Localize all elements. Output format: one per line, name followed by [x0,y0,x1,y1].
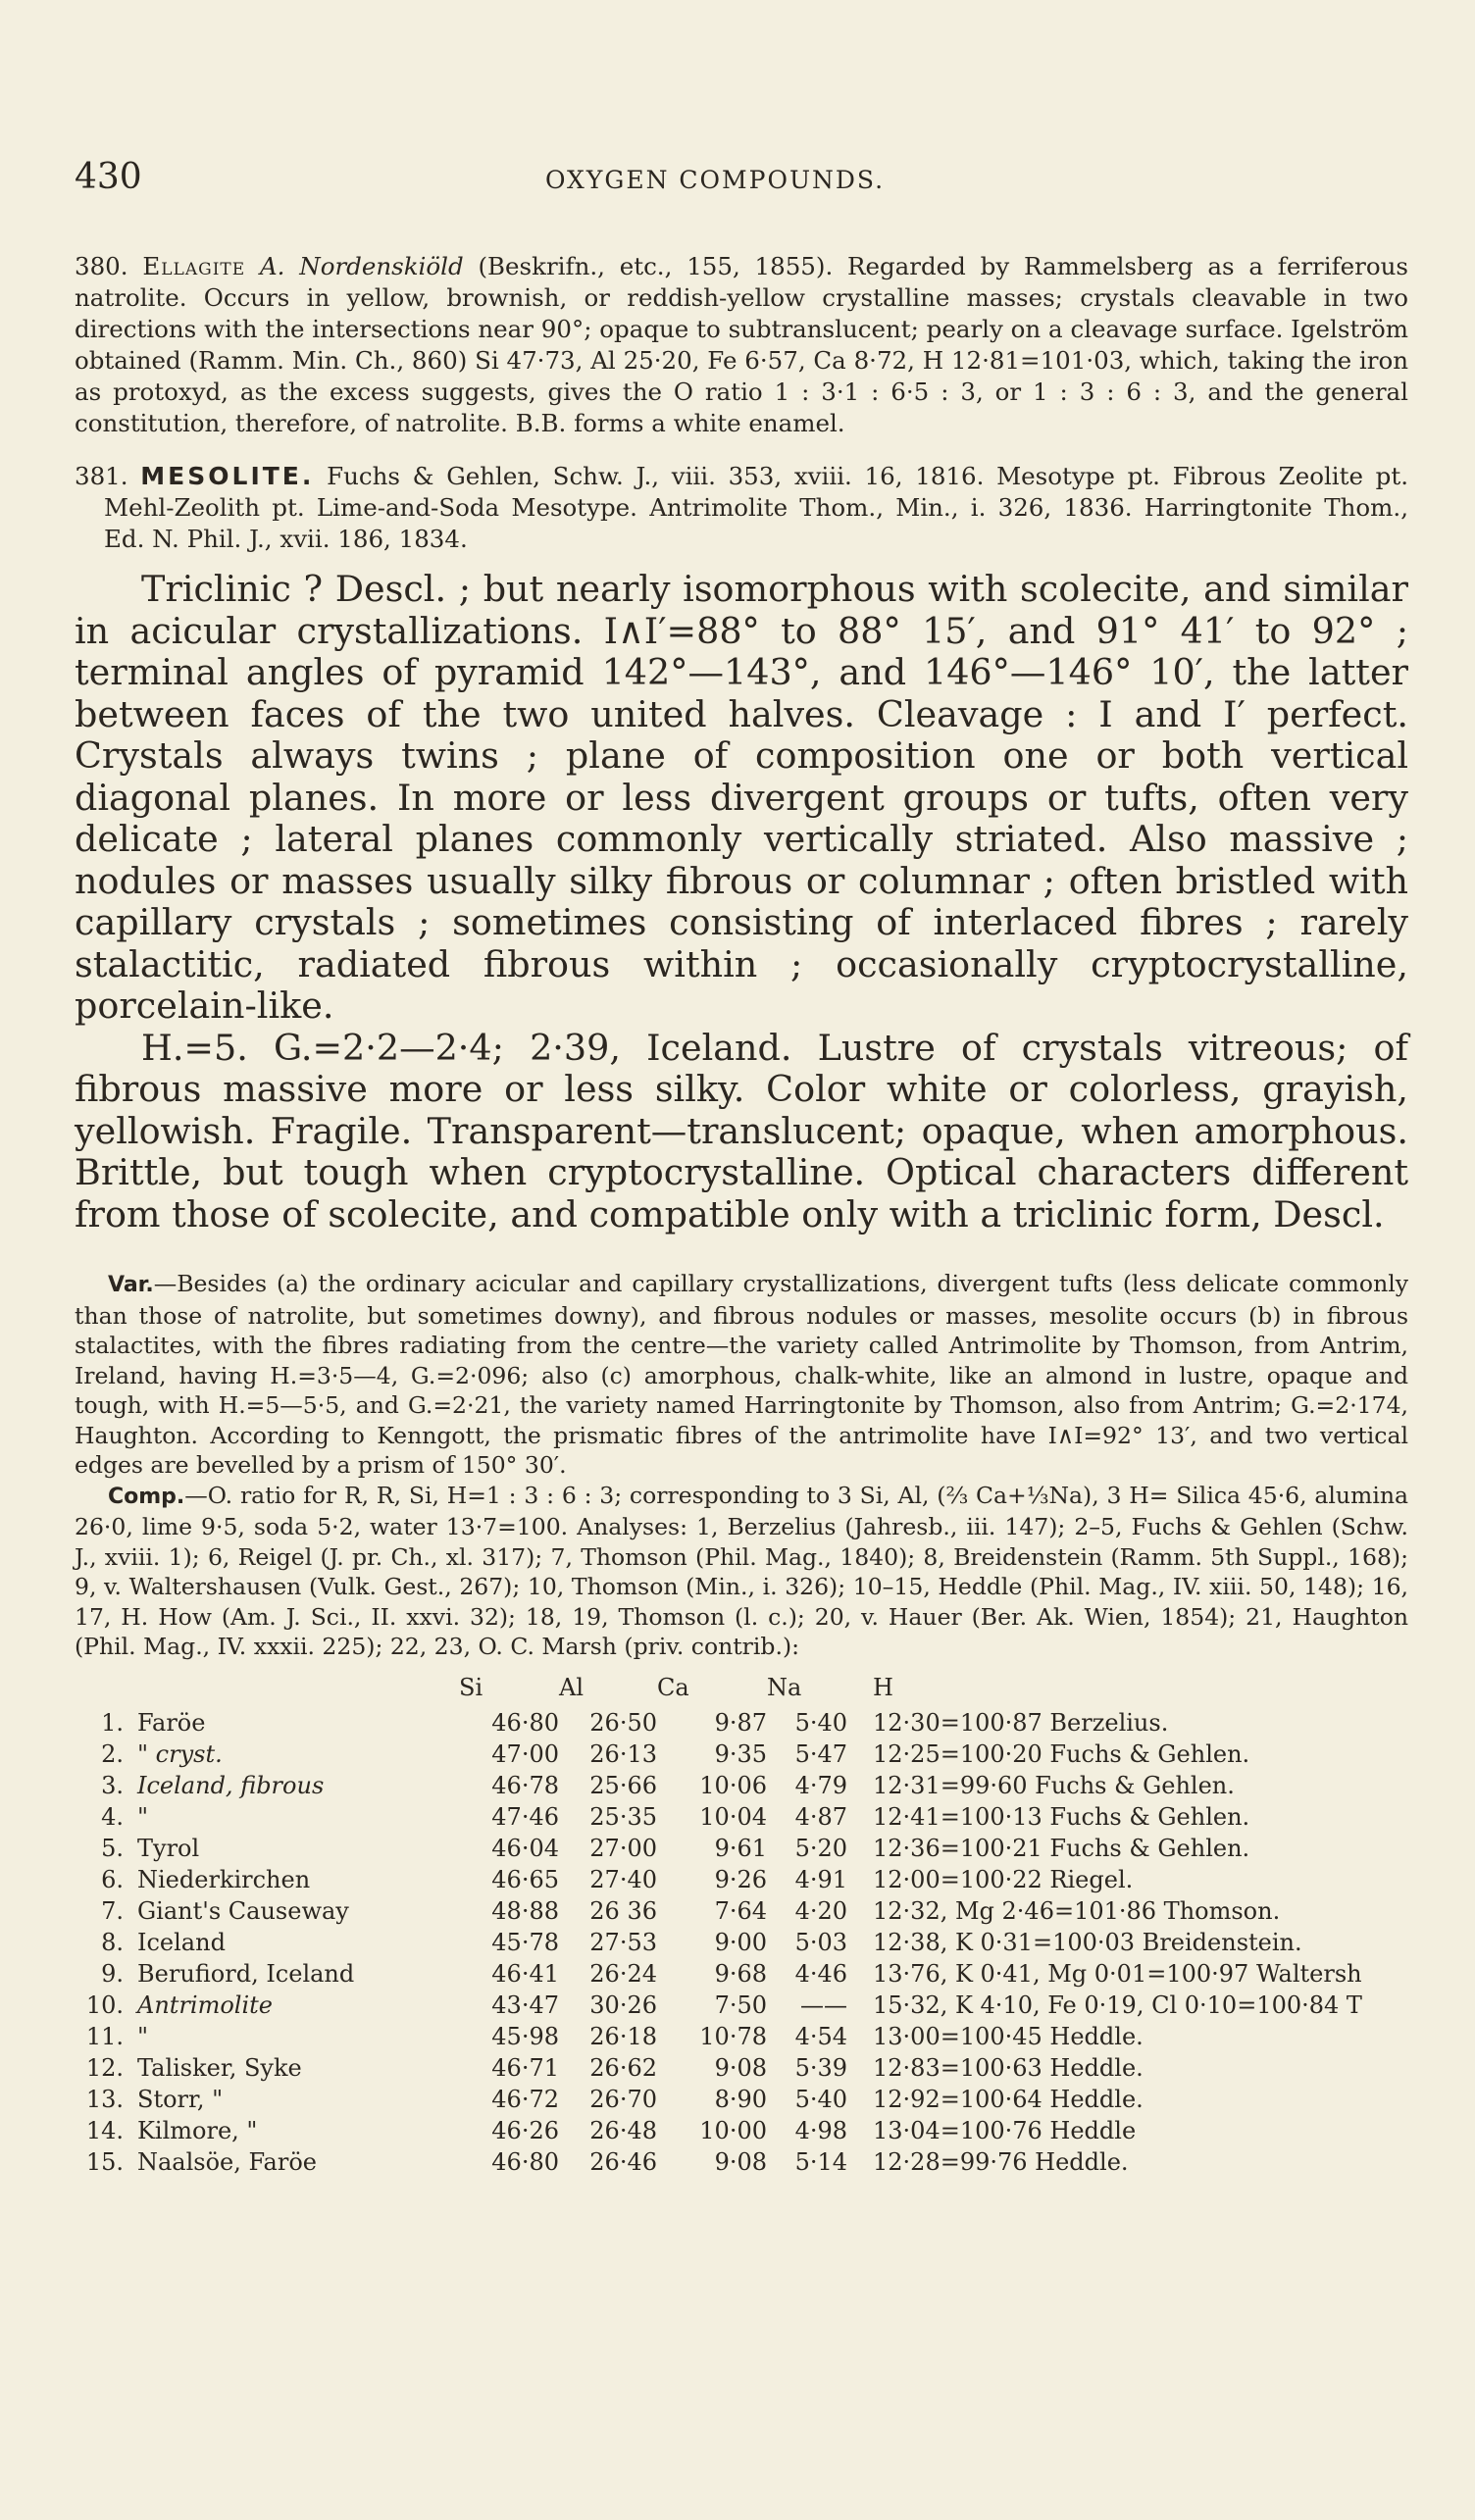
row-h-and-total: 12·92=100·64 Heddle. [873,2085,1144,2113]
row-number: 14. [85,2116,124,2144]
row-ca: 9·26 [714,1865,767,1893]
row-locality: Berufiord, Iceland [137,1959,355,1988]
table-row [75,1958,1362,1990]
row-ca: 8·90 [714,2085,767,2113]
row-h-and-total: 13·76, K 0·41, Mg 0·01=100·97 Waltersh [873,1959,1362,1988]
mesolite-properties: H.=5. G.=2·2—2·4; 2·39, Iceland. Lustre of crystals vitreous; of fibrous massive more or less silky. Color white or colorless, grayish, yellowish. Fragile. Transparent—translucent; opaque, when amorphous. Brittle, but tough when cryptocrystalline. Optical characters different from those of scolecite, and compatible only with a triclinic form, Descl. [75,1026,1408,1235]
row-ca: 9·00 [714,1928,767,1956]
row-na: 4·87 [794,1802,847,1831]
row-si: 45·98 [491,2022,559,2050]
analyses-body [75,1707,1362,2178]
row-locality: Antrimolite [137,1991,273,2019]
row-na: 5·20 [794,1834,847,1862]
row-h-and-total: 12·25=100·20 Fuchs & Gehlen. [873,1739,1250,1768]
row-ca: 7·50 [714,1991,767,2019]
row-number: 2. [101,1739,124,1768]
row-al: 26·24 [589,1959,657,1988]
row-al: 30·26 [589,1991,657,2019]
row-si: 46·04 [491,1834,559,1862]
row-na: 4·46 [794,1959,847,1988]
table-row [75,1990,1362,2021]
row-na: 4·98 [794,2116,847,2144]
row-ca: 9·87 [714,1708,767,1737]
ellagite-author: A. Nordenskiöld [259,252,464,280]
row-ca: 9·08 [714,2053,767,2082]
row-al: 27·00 [589,1834,657,1862]
row-na: 4·54 [794,2022,847,2050]
row-number: 9. [101,1959,124,1988]
mesolite-heading [75,461,1408,555]
row-number: 7. [101,1896,124,1925]
notes [75,1269,1408,1662]
table-row [75,1895,1362,1927]
row-si: 46·71 [491,2053,559,2082]
row-ca: 10·04 [699,1802,767,1831]
row-locality: Kilmore, " [137,2116,258,2144]
col-na: Na [767,1673,802,1701]
row-si: 46·26 [491,2116,559,2144]
row-number: 4. [101,1802,124,1831]
page-header [75,157,1408,216]
row-na: —— [800,1991,847,2019]
row-number: 12. [85,2053,124,2082]
row-ca: 9·61 [714,1834,767,1862]
row-h-and-total: 12·31=99·60 Fuchs & Gehlen. [873,1771,1235,1799]
row-ca: 9·08 [714,2147,767,2176]
row-si: 46·80 [491,1708,559,1737]
row-locality: Iceland, fibrous [137,1771,325,1799]
row-si: 47·00 [491,1739,559,1768]
row-number: 8. [101,1928,124,1956]
row-na: 5·47 [794,1739,847,1768]
table-row [75,2021,1362,2052]
table-row [75,1739,1362,1770]
row-number: 6. [101,1865,124,1893]
row-h-and-total: 12·41=100·13 Fuchs & Gehlen. [873,1802,1250,1831]
running-head: OXYGEN COMPOUNDS. [545,166,886,194]
var-text: —Besides (a) the ordinary acicular and capillary crystallizations, divergent tufts (less delicate commonly than those of natrolite, but sometimes downy), and fibrous nodules or masses, mesolite occurs (b) in fibrous stalactites, with the fibres radiating from the centre—the variety called Antrimolite by Thomson, from Antrim, Ireland, having H.=3·5—4, G.=2·096; also (c) amorphous, chalk-white, like an almond in lustre, opaque and tough, with H.=5—5·5, and G.=2·21, the variety named Harringtonite by Thomson, also from Antrim; G.=2·174, Haughton. According to Kenngott, the prismatic fibres of the antrimolite have I∧I=92° 13′, and two vertical edges are bevelled by a prism of 150° 30′. [75,1270,1408,1479]
row-si: 46·65 [491,1865,559,1893]
row-ca: 9·68 [714,1959,767,1988]
table-row [75,1770,1362,1801]
row-si: 46·41 [491,1959,559,1988]
table-row [75,2084,1362,2115]
row-number: 11. [85,2022,124,2050]
row-al: 26 36 [589,1896,657,1925]
page-number: 430 [75,157,142,197]
table-row [75,2115,1362,2146]
row-si: 46·80 [491,2147,559,2176]
row-na: 4·91 [794,1865,847,1893]
row-si: 45·78 [491,1928,559,1956]
row-locality: Niederkirchen [137,1865,311,1893]
table-row [75,1864,1362,1895]
row-number: 5. [101,1834,124,1862]
row-h-and-total: 12·32, Mg 2·46=101·86 Thomson. [873,1896,1281,1925]
var-label: Var. [108,1273,154,1297]
row-number: 3. [101,1771,124,1799]
row-al: 27·40 [589,1865,657,1893]
row-h-and-total: 13·04=100·76 Heddle [873,2116,1137,2144]
row-ca: 10·78 [699,2022,767,2050]
row-si: 48·88 [491,1896,559,1925]
row-locality: Iceland [137,1928,226,1956]
ellagite-number: 380. [75,252,128,280]
row-number: 1. [101,1708,124,1737]
row-al: 26·13 [589,1739,657,1768]
row-h-and-total: 13·00=100·45 Heddle. [873,2022,1144,2050]
row-na: 4·20 [794,1896,847,1925]
row-ca: 10·00 [699,2116,767,2144]
row-h-and-total: 12·83=100·63 Heddle. [873,2053,1144,2082]
row-si: 43·47 [491,1991,559,2019]
row-na: 5·40 [794,2085,847,2113]
row-si: 46·78 [491,1771,559,1799]
ellagite-name: Ellagite [142,252,246,280]
row-al: 25·35 [589,1802,657,1831]
row-al: 27·53 [589,1928,657,1956]
table-row [75,2052,1362,2084]
col-h: H [873,1673,893,1701]
comp-label: Comp. [108,1484,185,1509]
col-al: Al [559,1673,585,1701]
row-al: 26·50 [589,1708,657,1737]
ellagite-text: (Beskrifn., etc., 155, 1855). Regarded by Rammelsberg as a ferriferous natrolite. Occurs in yellow, brownish, or reddish-yellow crystalline masses; crystals cleavable in two directions with the intersections near 90°; opaque to subtranslucent; pearly on a cleavage surface. Igelström obtained (Ramm. Min. Ch., 860) Si 47·73, Al 25·20, Fe 6·57, Ca 8·72, H 12·81=101·03, which, taking the iron as protoxyd, as the excess suggests, gives the O ratio 1 : 3·1 : 6·5 : 3, or 1 : 3 : 6 : 3, and the general constitution, therefore, of natrolite. B.B. forms a white enamel. [75,252,1408,437]
row-locality: Talisker, Syke [137,2053,302,2082]
table-row [75,1833,1362,1864]
row-h-and-total: 12·38, K 0·31=100·03 Breidenstein. [873,1928,1302,1956]
col-ca: Ca [657,1673,689,1701]
row-number: 15. [85,2147,124,2176]
row-h-and-total: 12·36=100·21 Fuchs & Gehlen. [873,1834,1250,1862]
row-locality: Tyrol [137,1834,200,1862]
row-h-and-total: 15·32, K 4·10, Fe 0·19, Cl 0·10=100·84 T [873,1991,1362,2019]
row-locality: " [137,2022,149,2050]
row-al: 26·48 [589,2116,657,2144]
table-row [75,1707,1362,1739]
row-al: 26·70 [589,2085,657,2113]
table-row [75,1927,1362,1958]
row-na: 5·40 [794,1708,847,1737]
row-locality: Naalsöe, Faröe [137,2147,317,2176]
mesolite-name: MESOLITE. [140,462,315,490]
page [75,157,1408,2178]
row-na: 5·14 [794,2147,847,2176]
row-al: 26·46 [589,2147,657,2176]
row-na: 5·39 [794,2053,847,2082]
row-al: 26·62 [589,2053,657,2082]
analyses-table [75,1668,1362,2178]
row-ca: 10·06 [699,1771,767,1799]
mesolite-description: Triclinic ? Descl. ; but nearly isomorphous with scolecite, and similar in acicular crystallizations. I∧I′=88° to 88° 15′, and 91° 41′ to 92° ; terminal angles of pyramid 142°—143°, and 146°—146° 10′, the latter between faces of the two united halves. Cleavage : I and I′ perfect. Crystals always twins ; plane of composition one or both vertical diagonal planes. In more or less divergent groups or tufts, often very delicate ; lateral planes commonly vertically striated. Also massive ; nodules or masses usually silky fibrous or columnar ; often bristled with capillary crystals ; sometimes consisting of interlaced fibres ; rarely stalactitic, radiated fibrous within ; occasionally cryptocrystalline, porcelain-like. [75,568,1408,1027]
row-si: 47·46 [491,1802,559,1831]
row-na: 4·79 [794,1771,847,1799]
row-al: 26·18 [589,2022,657,2050]
row-locality: Giant's Causeway [137,1896,349,1925]
comp-text: —O. ratio for R, R, Si, H=1 : 3 : 6 : 3; corresponding to 3 Si, Al, (⅔ Ca+⅓Na), 3 H= Silica 45·6, alumina 26·0, lime 9·5, soda 5·2, water 13·7=100. Analyses: 1, Berzelius (Jahresb., iii. 147); 2–5, Fuchs & Gehlen (Schw. J., xviii. 1); 6, Reigel (J. pr. Ch., xl. 317); 7, Thomson (Phil. Mag., 1840); 8, Breidenstein (Ramm. 5th Suppl., 168); 9, v. Waltershausen (Vulk. Gest., 267); 10, Thomson (Min., i. 326); 10–15, Heddle (Phil. Mag., IV. xiii. 50, 148); 16, 17, H. How (Am. J. Sci., II. xxvi. 32); 18, 19, Thomson (l. c.); 20, v. Hauer (Ber. Ak. Wien, 1854); 21, Haughton (Phil. Mag., IV. xxxii. 225); 22, 23, O. C. Marsh (priv. contrib.): [75,1481,1408,1660]
row-h-and-total: 12·28=99·76 Heddle. [873,2147,1129,2176]
row-number: 13. [85,2085,124,2113]
row-locality: Storr, " [137,2085,224,2113]
row-locality: " [137,1802,149,1831]
mesolite-number: 381. [75,462,128,490]
table-row [75,2146,1362,2178]
row-number: 10. [85,1991,124,2019]
row-na: 5·03 [794,1928,847,1956]
table-row [75,1801,1362,1833]
row-ca: 9·35 [714,1739,767,1768]
col-si: Si [459,1673,483,1701]
analyses-header-row [75,1668,1362,1707]
mesolite-synonyms: Fuchs & Gehlen, Schw. J., viii. 353, xviii. 16, 1816. Mesotype pt. Fibrous Zeolite pt. Mehl-Zeolith pt. Lime-and-Soda Mesotype. Antrimolite Thom., Min., i. 326, 1836. Harringtonite Thom., Ed. N. Phil. J., xvii. 186, 1834. [104,462,1408,553]
row-si: 46·72 [491,2085,559,2113]
row-h-and-total: 12·30=100·87 Berzelius. [873,1708,1169,1737]
row-h-and-total: 12·00=100·22 Riegel. [873,1865,1134,1893]
row-locality: " cryst. [137,1739,223,1768]
row-locality: Faröe [137,1708,206,1737]
comp-note [75,1481,1408,1662]
row-ca: 7·64 [714,1896,767,1925]
ellagite-entry [75,251,1408,439]
row-al: 25·66 [589,1771,657,1799]
var-note [75,1269,1408,1481]
